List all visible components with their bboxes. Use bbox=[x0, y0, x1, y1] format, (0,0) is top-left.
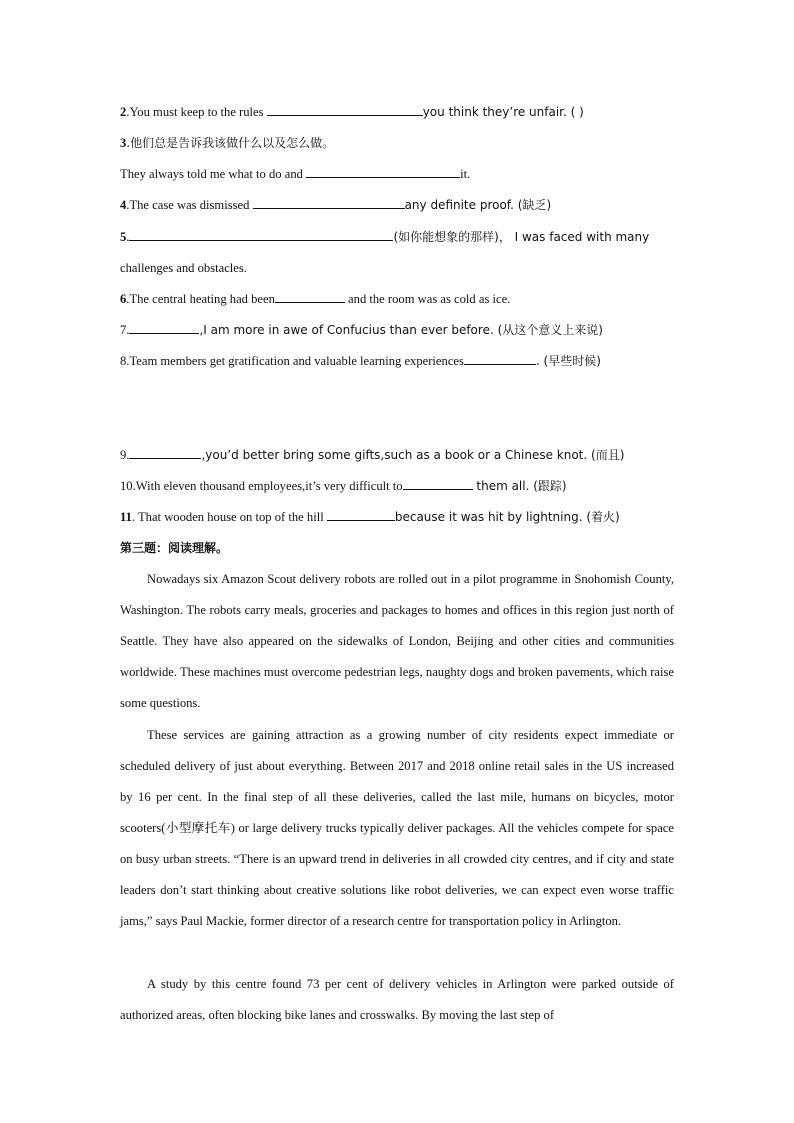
answer-blank[interactable] bbox=[253, 197, 405, 209]
question-7: 7. ,I am more in awe of Confucius than ever before. (从这个意义上来说) bbox=[120, 323, 603, 337]
answer-blank[interactable] bbox=[464, 353, 536, 365]
question-11: 11. That wooden house on top of the hill because it was hit by lightning. (着火) bbox=[120, 510, 620, 524]
answer-blank[interactable] bbox=[327, 509, 395, 521]
question-5: 5. (如你能想象的那样)， I was faced with many bbox=[120, 230, 650, 244]
question-8: 8.Team members get gratification and valuable learning experiences . (早些时候) bbox=[120, 354, 601, 368]
question-4: 4.The case was dismissed any definite proof. (缺乏) bbox=[120, 198, 552, 212]
answer-blank[interactable] bbox=[275, 291, 345, 303]
answer-blank[interactable] bbox=[306, 166, 460, 178]
passage-paragraph: These services are gaining attraction as a growing number of city residents expect immediate or scheduled delivery of just about everything. Between 2017 and 2018 online retail sales in the US increased by 16 per cent. In the final step of all these deliveries, called the last mile, humans on bicycles, motor scooters(小型摩托车) or large delivery trucks typically deliver packages. All the vehicles compete for space on busy urban streets. “There is an upward trend in deliveries in all crowded city centres, and if city and state leaders don’t start thinking about creative solutions like robot deliveries, we can expect even worse traffic jams,” says Paul Mackie, former director of a research centre for transportation policy in Arlington. bbox=[120, 728, 674, 928]
answer-blank[interactable] bbox=[129, 322, 199, 334]
answer-blank[interactable] bbox=[403, 478, 473, 490]
passage-paragraph: Nowadays six Amazon Scout delivery robots are rolled out in a pilot programme in Snohomish County, Washington. The robots carry meals, groceries and packages to homes and offices in this region just north of Seattle. They have also appeared on the sidewalks of London, Beijing and other cities and communities worldwide. These machines must overcome pedestrian legs, naughty dogs and broken pavements, which raise some questions. bbox=[120, 572, 674, 710]
question-3: 3.他们总是告诉我该做什么以及怎么做。 bbox=[120, 136, 335, 150]
question-6: 6.The central heating had been and the room was as cold as ice. bbox=[120, 292, 511, 306]
passage-paragraph: A study by this centre found 73 per cent of delivery vehicles in Arlington were parked outside of authorized areas, often blocking bike lanes and crosswalks. By moving the last step of bbox=[120, 977, 674, 1022]
question-5-cont: challenges and obstacles. bbox=[120, 261, 247, 275]
section-heading: 第三题：阅读理解。 bbox=[120, 541, 229, 555]
question-3-english: They always told me what to do and it. bbox=[120, 167, 471, 181]
answer-blank[interactable] bbox=[267, 104, 423, 116]
question-2: 2.You must keep to the rules you think they’re unfair. ( ) bbox=[120, 105, 584, 119]
question-10: 10.With eleven thousand employees,it’s very difficult to them all. (跟踪) bbox=[120, 479, 567, 493]
answer-blank[interactable] bbox=[129, 447, 201, 459]
answer-blank[interactable] bbox=[129, 229, 393, 241]
question-9: 9. ,you’d better bring some gifts,such as a book or a Chinese knot. (而且) bbox=[120, 448, 625, 462]
